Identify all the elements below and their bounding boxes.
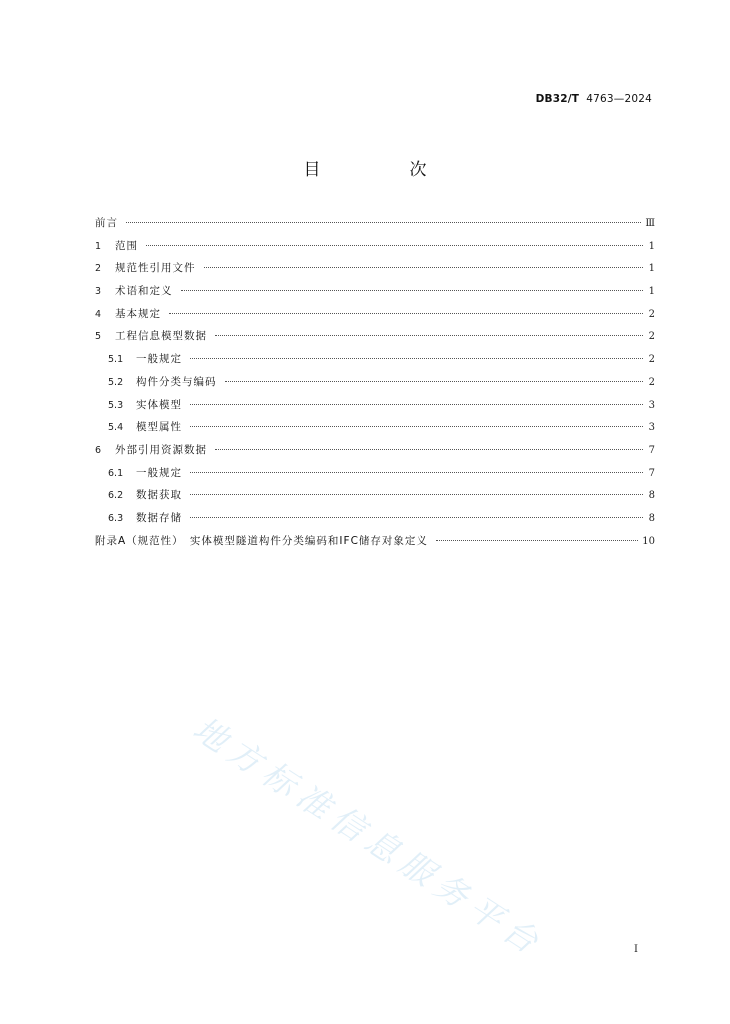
toc-dot-leader	[225, 381, 644, 382]
toc-entry-number: 4	[95, 308, 102, 320]
toc-entry-page: Ⅲ	[645, 218, 655, 229]
toc-entry-number: 5	[95, 331, 102, 343]
toc-entry-title: 术语和定义	[115, 285, 173, 298]
toc-dot-leader	[190, 358, 643, 359]
toc-dot-leader	[190, 404, 643, 405]
toc-entry-page: 1	[648, 240, 655, 252]
toc-entry-page: 1	[648, 286, 655, 298]
toc-entry-number: 6.3	[108, 512, 124, 524]
toc-entry-6-1[interactable]	[95, 462, 655, 485]
toc-dot-leader	[146, 245, 643, 246]
page-number: I	[634, 944, 638, 955]
toc-entry-title: 附录A（规范性） 实体模型隧道构件分类编码和IFC储存对象定义	[95, 534, 428, 547]
toc-entry-page: 8	[648, 512, 655, 524]
toc-entry-page: 7	[648, 467, 655, 479]
toc-entry-title: 基本规定	[115, 307, 161, 320]
toc-entry-page: 10	[642, 535, 655, 547]
toc-dot-leader	[215, 449, 643, 450]
toc-entry-page: 2	[648, 354, 655, 366]
page-title: 目 次	[303, 160, 463, 180]
toc-entry-foreword[interactable]	[95, 212, 655, 235]
toc-entry-6-3[interactable]	[95, 507, 655, 530]
toc-dot-leader	[215, 335, 643, 336]
toc-entry-page: 2	[648, 331, 655, 343]
toc-dot-leader	[190, 472, 643, 473]
toc-entry-page: 2	[648, 308, 655, 320]
toc-dot-leader	[190, 517, 643, 518]
toc-entry-6[interactable]	[95, 439, 655, 462]
toc-entry-title: 数据存储	[136, 511, 182, 524]
toc-entry-number: 5.2	[108, 376, 124, 388]
toc-entry-number: 5.1	[108, 354, 124, 366]
toc-dot-leader	[190, 426, 643, 427]
table-of-contents	[95, 212, 655, 552]
toc-dot-leader	[169, 313, 643, 314]
toc-entry-title: 实体模型	[136, 398, 182, 411]
toc-entry-number: 5.3	[108, 399, 124, 411]
toc-entry-5-2[interactable]	[95, 371, 655, 394]
standard-prefix: DB32/T	[535, 93, 580, 105]
toc-entry-5-3[interactable]	[95, 394, 655, 417]
toc-entry-title: 一般规定	[136, 353, 182, 366]
toc-entry-page: 3	[648, 399, 655, 411]
toc-entry-title: 范围	[115, 239, 138, 252]
toc-entry-number: 6.1	[108, 467, 124, 479]
toc-entry-title: 数据获取	[136, 489, 182, 502]
toc-entry-number: 5.4	[108, 422, 124, 434]
toc-entry-number: 2	[95, 263, 102, 275]
toc-entry-4[interactable]	[95, 303, 655, 326]
toc-entry-page: 1	[648, 263, 655, 275]
toc-entry-number: 6	[95, 444, 102, 456]
toc-entry-2[interactable]	[95, 257, 655, 280]
toc-entry-title: 模型属性	[136, 421, 182, 434]
toc-entry-title: 工程信息模型数据	[115, 330, 207, 343]
toc-entry-number: 3	[95, 286, 102, 298]
standard-code	[536, 93, 652, 105]
toc-entry-3[interactable]	[95, 280, 655, 303]
watermark: 地方标准信息服务平台	[186, 708, 552, 965]
toc-entry-1[interactable]	[95, 235, 655, 258]
toc-entry-appendix-a[interactable]	[95, 530, 655, 553]
toc-entry-page: 2	[648, 376, 655, 388]
toc-entry-number: 6.2	[108, 490, 124, 502]
toc-dot-leader	[204, 267, 644, 268]
toc-entry-page: 7	[648, 444, 655, 456]
toc-entry-title: 外部引用资源数据	[115, 443, 207, 456]
toc-entry-page: 8	[648, 490, 655, 502]
toc-dot-leader	[436, 540, 638, 541]
toc-entry-title: 一般规定	[136, 466, 182, 479]
toc-dot-leader	[181, 290, 644, 291]
standard-number: 4763—2024	[586, 93, 652, 105]
toc-entry-title: 规范性引用文件	[115, 262, 196, 275]
toc-entry-5-4[interactable]	[95, 416, 655, 439]
toc-entry-6-2[interactable]	[95, 484, 655, 507]
toc-entry-5-1[interactable]	[95, 348, 655, 371]
toc-dot-leader	[190, 494, 643, 495]
toc-entry-title: 前言	[95, 217, 118, 229]
toc-entry-number: 1	[95, 240, 102, 252]
toc-entry-page: 3	[648, 422, 655, 434]
toc-entry-title: 构件分类与编码	[136, 375, 217, 388]
toc-entry-5[interactable]	[95, 325, 655, 348]
toc-dot-leader	[126, 222, 641, 223]
